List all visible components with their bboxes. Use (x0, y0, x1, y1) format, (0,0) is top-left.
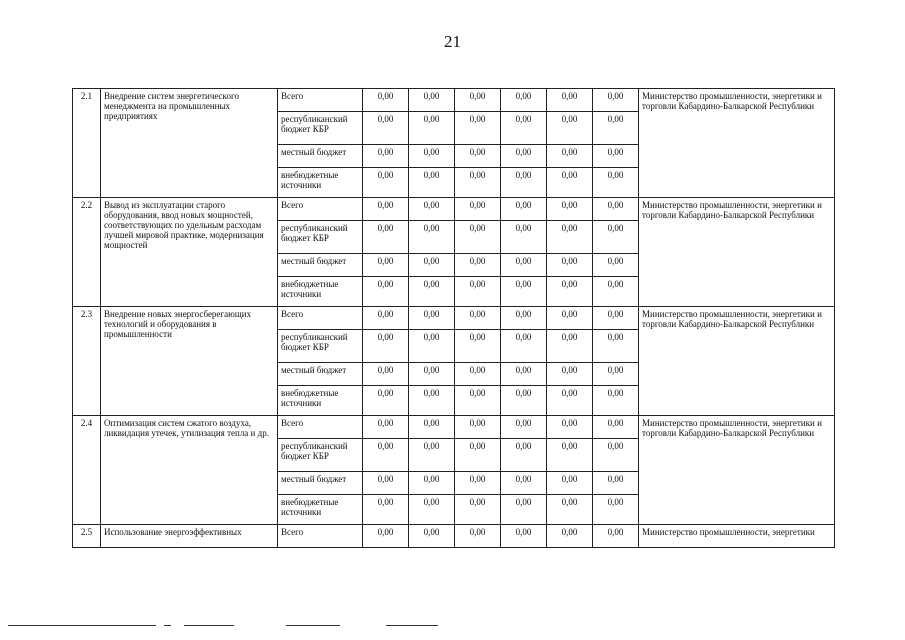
amount-cell: 0,00 (547, 416, 593, 439)
amount-cell: 0,00 (409, 307, 455, 330)
amount-cell: 0,00 (593, 112, 639, 145)
amount-cell: 0,00 (455, 89, 501, 112)
funding-source: местный бюджет (278, 145, 363, 168)
amount-cell: 0,00 (501, 168, 547, 198)
amount-cell: 0,00 (593, 525, 639, 548)
funding-source: Всего (278, 198, 363, 221)
amount-cell: 0,00 (547, 495, 593, 525)
amount-cell: 0,00 (363, 525, 409, 548)
funding-source: Всего (278, 416, 363, 439)
amount-cell: 0,00 (593, 330, 639, 363)
measure-name: Вывод из эксплуатации старого оборудования, ввод новых мощностей, соответствующих по удельным расходам лучшей мировой практике, модернизация мощностей (101, 198, 278, 307)
amount-cell: 0,00 (501, 89, 547, 112)
amount-cell: 0,00 (409, 472, 455, 495)
amount-cell: 0,00 (455, 330, 501, 363)
amount-cell: 0,00 (501, 112, 547, 145)
amount-cell: 0,00 (501, 145, 547, 168)
funding-source: внебюджетные источники (278, 495, 363, 525)
amount-cell: 0,00 (593, 168, 639, 198)
amount-cell: 0,00 (455, 386, 501, 416)
funding-source: республиканский бюджет КБР (278, 330, 363, 363)
amount-cell: 0,00 (409, 416, 455, 439)
funding-source: местный бюджет (278, 363, 363, 386)
amount-cell: 0,00 (455, 198, 501, 221)
table-row (73, 416, 835, 439)
amount-cell: 0,00 (593, 307, 639, 330)
executor: Министерство промышленности, энергетики и торговли Кабардино-Балкарской Республики (639, 416, 835, 525)
funding-source: Всего (278, 89, 363, 112)
amount-cell: 0,00 (593, 89, 639, 112)
amount-cell: 0,00 (455, 363, 501, 386)
amount-cell: 0,00 (593, 254, 639, 277)
executor: Министерство промышленности, энергетики и торговли Кабардино-Балкарской Республики (639, 307, 835, 416)
amount-cell: 0,00 (593, 386, 639, 416)
amount-cell: 0,00 (455, 416, 501, 439)
amount-cell: 0,00 (501, 198, 547, 221)
amount-cell: 0,00 (501, 439, 547, 472)
amount-cell: 0,00 (409, 277, 455, 307)
amount-cell: 0,00 (501, 495, 547, 525)
item-number: 2.2 (73, 198, 101, 307)
funding-table (72, 88, 835, 548)
amount-cell: 0,00 (409, 363, 455, 386)
amount-cell: 0,00 (547, 112, 593, 145)
amount-cell: 0,00 (363, 416, 409, 439)
amount-cell: 0,00 (455, 254, 501, 277)
funding-source: республиканский бюджет КБР (278, 221, 363, 254)
amount-cell: 0,00 (593, 277, 639, 307)
amount-cell: 0,00 (363, 168, 409, 198)
funding-source: Всего (278, 307, 363, 330)
amount-cell: 0,00 (547, 307, 593, 330)
table-row (73, 89, 835, 112)
amount-cell: 0,00 (409, 221, 455, 254)
amount-cell: 0,00 (363, 221, 409, 254)
amount-cell: 0,00 (409, 198, 455, 221)
funding-source: внебюджетные источники (278, 386, 363, 416)
amount-cell: 0,00 (547, 254, 593, 277)
funding-source: местный бюджет (278, 254, 363, 277)
amount-cell: 0,00 (409, 386, 455, 416)
amount-cell: 0,00 (501, 386, 547, 416)
amount-cell: 0,00 (363, 198, 409, 221)
amount-cell: 0,00 (409, 495, 455, 525)
funding-source: внебюджетные источники (278, 168, 363, 198)
executor: Министерство промышленности, энергетики (639, 525, 835, 548)
amount-cell: 0,00 (547, 330, 593, 363)
amount-cell: 0,00 (363, 386, 409, 416)
amount-cell: 0,00 (409, 254, 455, 277)
amount-cell: 0,00 (547, 363, 593, 386)
amount-cell: 0,00 (455, 221, 501, 254)
table-row (73, 198, 835, 221)
amount-cell: 0,00 (547, 198, 593, 221)
amount-cell: 0,00 (547, 221, 593, 254)
amount-cell: 0,00 (409, 112, 455, 145)
item-number: 2.5 (73, 525, 101, 548)
funding-source: Всего (278, 525, 363, 548)
amount-cell: 0,00 (501, 363, 547, 386)
measure-name: Внедрение новых энергосберегающих технологий и оборудования в промышленности (101, 307, 278, 416)
amount-cell: 0,00 (593, 145, 639, 168)
amount-cell: 0,00 (547, 145, 593, 168)
amount-cell: 0,00 (409, 330, 455, 363)
item-number: 2.3 (73, 307, 101, 416)
amount-cell: 0,00 (593, 198, 639, 221)
executor: Министерство промышленности, энергетики и торговли Кабардино-Балкарской Республики (639, 89, 835, 198)
executor: Министерство промышленности, энергетики и торговли Кабардино-Балкарской Республики (639, 198, 835, 307)
amount-cell: 0,00 (501, 330, 547, 363)
amount-cell: 0,00 (455, 145, 501, 168)
measure-name: Внедрение систем энергетического менеджмента на промышленных предприятиях (101, 89, 278, 198)
amount-cell: 0,00 (363, 277, 409, 307)
table-row (73, 525, 835, 548)
amount-cell: 0,00 (363, 472, 409, 495)
amount-cell: 0,00 (501, 525, 547, 548)
funding-source: местный бюджет (278, 472, 363, 495)
item-number: 2.4 (73, 416, 101, 525)
amount-cell: 0,00 (363, 145, 409, 168)
amount-cell: 0,00 (593, 495, 639, 525)
amount-cell: 0,00 (501, 254, 547, 277)
amount-cell: 0,00 (363, 439, 409, 472)
table-row (73, 307, 835, 330)
amount-cell: 0,00 (455, 472, 501, 495)
amount-cell: 0,00 (409, 525, 455, 548)
amount-cell: 0,00 (547, 386, 593, 416)
amount-cell: 0,00 (363, 254, 409, 277)
funding-source: республиканский бюджет КБР (278, 112, 363, 145)
amount-cell: 0,00 (547, 89, 593, 112)
amount-cell: 0,00 (455, 277, 501, 307)
amount-cell: 0,00 (409, 168, 455, 198)
page-number: 21 (444, 32, 461, 51)
amount-cell: 0,00 (501, 277, 547, 307)
amount-cell: 0,00 (501, 307, 547, 330)
amount-cell: 0,00 (593, 416, 639, 439)
amount-cell: 0,00 (593, 439, 639, 472)
amount-cell: 0,00 (363, 307, 409, 330)
amount-cell: 0,00 (363, 112, 409, 145)
amount-cell: 0,00 (501, 472, 547, 495)
amount-cell: 0,00 (455, 112, 501, 145)
amount-cell: 0,00 (409, 145, 455, 168)
amount-cell: 0,00 (547, 277, 593, 307)
amount-cell: 0,00 (455, 307, 501, 330)
amount-cell: 0,00 (409, 89, 455, 112)
amount-cell: 0,00 (593, 363, 639, 386)
amount-cell: 0,00 (501, 221, 547, 254)
amount-cell: 0,00 (455, 495, 501, 525)
amount-cell: 0,00 (547, 472, 593, 495)
amount-cell: 0,00 (547, 439, 593, 472)
amount-cell: 0,00 (363, 495, 409, 525)
funding-source: внебюджетные источники (278, 277, 363, 307)
item-number: 2.1 (73, 89, 101, 198)
amount-cell: 0,00 (593, 472, 639, 495)
amount-cell: 0,00 (455, 439, 501, 472)
measure-name: Оптимизация систем сжатого воздуха, ликвидация утечек, утилизация тепла и др. (101, 416, 278, 525)
amount-cell: 0,00 (363, 330, 409, 363)
amount-cell: 0,00 (501, 416, 547, 439)
amount-cell: 0,00 (547, 168, 593, 198)
amount-cell: 0,00 (363, 89, 409, 112)
measure-name: Использование энергоэффективных (101, 525, 278, 548)
amount-cell: 0,00 (455, 525, 501, 548)
footer-lines (0, 625, 905, 631)
amount-cell: 0,00 (547, 525, 593, 548)
amount-cell: 0,00 (363, 363, 409, 386)
amount-cell: 0,00 (593, 221, 639, 254)
amount-cell: 0,00 (455, 168, 501, 198)
amount-cell: 0,00 (409, 439, 455, 472)
funding-source: республиканский бюджет КБР (278, 439, 363, 472)
